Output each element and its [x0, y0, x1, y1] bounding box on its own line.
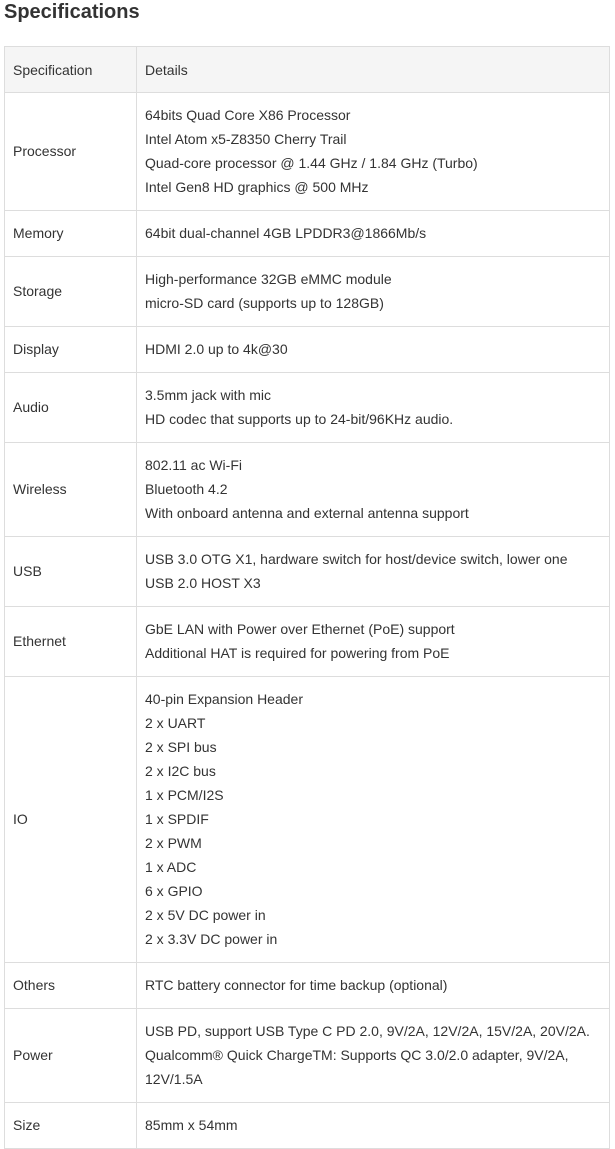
- detail-line: Intel Gen8 HD graphics @ 500 MHz: [145, 179, 369, 195]
- spec-label-cell: Display: [5, 327, 137, 373]
- detail-line: HDMI 2.0 up to 4k@30: [145, 341, 288, 357]
- detail-line: With onboard antenna and external antenna support: [145, 505, 469, 521]
- detail-line: 2 x PWM: [145, 835, 202, 851]
- detail-line: GbE LAN with Power over Ethernet (PoE) support: [145, 621, 455, 637]
- detail-line: 3.5mm jack with mic: [145, 387, 272, 403]
- spec-details-cell: [137, 257, 610, 327]
- column-header-details: Details: [137, 47, 610, 93]
- spec-details-cell: [137, 607, 610, 677]
- detail-line: 85mm x 54mm: [145, 1117, 238, 1133]
- table-header-row: [5, 47, 610, 93]
- detail-line: 6 x GPIO: [145, 883, 203, 899]
- table-row: [5, 93, 610, 211]
- detail-line: Additional HAT is required for powering from PoE: [145, 645, 450, 661]
- specifications-table: [4, 46, 610, 1149]
- table-row: [5, 373, 610, 443]
- detail-line: 1 x SPDIF: [145, 811, 209, 827]
- detail-line: Intel Atom x5-Z8350 Cherry Trail: [145, 131, 347, 147]
- table-row: [5, 537, 610, 607]
- spec-label-cell: Power: [5, 1009, 137, 1103]
- spec-label-cell: Others: [5, 963, 137, 1009]
- detail-line: 12V/1.5A: [145, 1071, 203, 1087]
- table-row: [5, 443, 610, 537]
- table-row: [5, 607, 610, 677]
- spec-details-cell: [137, 1009, 610, 1103]
- detail-line: Qualcomm® Quick ChargeTM: Supports QC 3.0/2.0 adapter, 9V/2A,: [145, 1047, 569, 1063]
- detail-line: 802.11 ac Wi-Fi: [145, 457, 242, 473]
- detail-line: Bluetooth 4.2: [145, 481, 228, 497]
- spec-label-cell: Wireless: [5, 443, 137, 537]
- detail-line: USB PD, support USB Type C PD 2.0, 9V/2A, 12V/2A, 15V/2A, 20V/2A.: [145, 1023, 590, 1039]
- table-row: [5, 211, 610, 257]
- spec-details-cell: [137, 677, 610, 963]
- spec-label-cell: Ethernet: [5, 607, 137, 677]
- detail-line: USB 2.0 HOST X3: [145, 575, 261, 591]
- detail-line: 2 x UART: [145, 715, 206, 731]
- spec-label-cell: Processor: [5, 93, 137, 211]
- spec-label-cell: Memory: [5, 211, 137, 257]
- spec-label-cell: Storage: [5, 257, 137, 327]
- table-row: [5, 257, 610, 327]
- spec-label-cell: Size: [5, 1103, 137, 1149]
- column-header-specification: Specification: [5, 47, 137, 93]
- table-row: [5, 677, 610, 963]
- detail-line: 64bit dual-channel 4GB LPDDR3@1866Mb/s: [145, 225, 427, 241]
- detail-line: USB 3.0 OTG X1, hardware switch for host/device switch, lower one: [145, 551, 568, 567]
- spec-label-cell: Audio: [5, 373, 137, 443]
- detail-line: 2 x 5V DC power in: [145, 907, 266, 923]
- detail-line: 1 x PCM/I2S: [145, 787, 224, 803]
- detail-line: 64bits Quad Core X86 Processor: [145, 107, 351, 123]
- spec-details-cell: [137, 537, 610, 607]
- page-title: Specifications: [4, 1, 140, 23]
- spec-details-cell: [137, 443, 610, 537]
- spec-label-cell: IO: [5, 677, 137, 963]
- spec-label-cell: USB: [5, 537, 137, 607]
- spec-details-cell: [137, 327, 610, 373]
- detail-line: High-performance 32GB eMMC module: [145, 271, 392, 287]
- detail-line: 40-pin Expansion Header: [145, 691, 303, 707]
- spec-details-cell: [137, 373, 610, 443]
- table-body: [5, 93, 610, 1149]
- table-row: [5, 327, 610, 373]
- detail-line: micro-SD card (supports up to 128GB): [145, 295, 384, 311]
- detail-line: Quad-core processor @ 1.44 GHz / 1.84 GHz (Turbo): [145, 155, 478, 171]
- spec-details-cell: [137, 93, 610, 211]
- detail-line: 2 x I2C bus: [145, 763, 216, 779]
- detail-line: RTC battery connector for time backup (optional): [145, 977, 448, 993]
- spec-details-cell: [137, 963, 610, 1009]
- detail-line: 2 x 3.3V DC power in: [145, 931, 278, 947]
- table-header: [5, 47, 610, 93]
- table-row: [5, 1009, 610, 1103]
- detail-line: HD codec that supports up to 24-bit/96KHz audio.: [145, 411, 454, 427]
- detail-line: 2 x SPI bus: [145, 739, 217, 755]
- table-row: [5, 963, 610, 1009]
- spec-details-cell: [137, 211, 610, 257]
- detail-line: 1 x ADC: [145, 859, 197, 875]
